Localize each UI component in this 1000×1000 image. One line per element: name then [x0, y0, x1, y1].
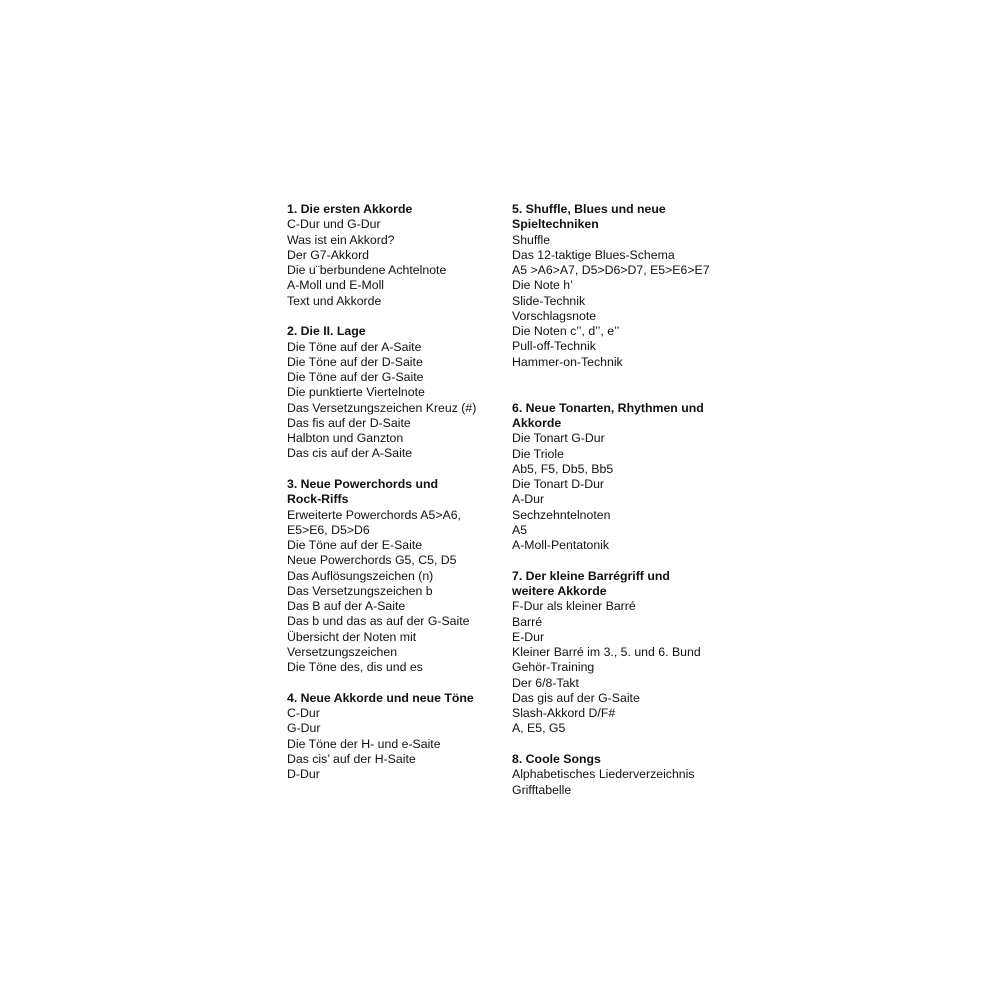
section-title: 7. Der kleine Barrégriff und weitere Akkorde [512, 568, 670, 598]
list-item: A5 >A6>A7, D5>D6>D7, E5>E6>E7 [512, 263, 710, 277]
list-item: Hammer-on-Technik [512, 354, 623, 369]
list-item: Slide-Technik [512, 293, 586, 308]
list-item: Die Töne auf der E-Saite [287, 538, 423, 552]
list-item: Das gis auf der G-Saite [512, 690, 640, 705]
toc-section-7 [512, 569, 717, 737]
list-item: Halbton und Ganzton [287, 431, 404, 445]
list-item: G-Dur [287, 721, 321, 736]
list-item: Was ist ein Akkord? [287, 232, 395, 247]
section-title: 8. Coole Songs [512, 752, 601, 766]
list-item: Ab5, F5, Db5, Bb5 [512, 461, 614, 476]
section-item-list [512, 431, 717, 553]
list-item: Die Triole [512, 446, 564, 461]
list-item: A-Dur [512, 492, 545, 507]
toc-section-4 [287, 691, 492, 783]
list-item: Neue Powerchords G5, C5, D5 [287, 553, 457, 568]
toc-right-column [512, 202, 717, 798]
list-item: Die Töne auf der G-Saite [287, 370, 424, 384]
list-item: Das Versetzungszeichen b [287, 583, 433, 598]
section-title: 6. Neue Tonarten, Rhythmen und Akkorde [512, 400, 704, 430]
section-item-list [512, 599, 717, 736]
section-item-list [287, 217, 492, 309]
list-item: Shuffle [512, 232, 551, 247]
section-item-list [287, 508, 492, 676]
list-item: Das cis’ auf der H-Saite [287, 751, 416, 766]
list-item: Die Töne auf der D-Saite [287, 354, 423, 369]
list-item: D-Dur [287, 767, 320, 781]
toc-section-8 [512, 752, 717, 798]
list-item: Die Töne der H- und e-Saite [287, 736, 441, 751]
list-item: A, E5, G5 [512, 721, 566, 736]
list-item: Slash-Akkord D/F# [512, 706, 616, 720]
list-item: Die Töne auf der A-Saite [287, 339, 422, 354]
list-item: Barré [512, 614, 543, 629]
list-item: Grifftabelle [512, 782, 572, 797]
section-title: 3. Neue Powerchords und Rock-Riffs [287, 477, 439, 507]
list-item: Text und Akkorde [287, 293, 382, 308]
section-item-list [512, 767, 717, 798]
toc-section-5 [512, 202, 717, 370]
list-item: E-Dur [512, 629, 545, 644]
list-item: Der G7-Akkord [287, 247, 370, 262]
section-item-list [287, 706, 492, 782]
list-item: Erweiterte Powerchords A5>A6, E5>E6, D5>D6 [287, 507, 461, 537]
list-item: Die Töne des, dis und es [287, 660, 423, 674]
section-title: 1. Die ersten Akkorde [287, 202, 413, 216]
toc-section-6 [512, 401, 717, 554]
section-item-list [512, 233, 717, 370]
list-item: C-Dur [287, 706, 320, 720]
list-item: Die Noten c’’, d’’, e’’ [512, 324, 620, 338]
list-item: Das fis auf der D-Saite [287, 415, 411, 430]
list-item: A-Moll und E-Moll [287, 278, 385, 293]
list-item: F-Dur als kleiner Barré [512, 599, 636, 614]
list-item: Das 12-taktige Blues-Schema [512, 247, 675, 262]
section-title: 2. Die II. Lage [287, 324, 366, 339]
list-item: Gehör-Training [512, 660, 595, 675]
list-item: Vorschlagsnote [512, 308, 597, 323]
list-item: Das Auflösungszeichen (n) [287, 568, 434, 583]
list-item: Übersicht der Noten mit Versetzungszeichen [287, 629, 417, 659]
list-item: Das b und das as auf der G-Saite [287, 614, 470, 629]
list-item: Das cis auf der A-Saite [287, 446, 413, 461]
section-item-list [287, 340, 492, 462]
list-item: Der 6/8-Takt [512, 675, 579, 690]
list-item: Die Tonart D-Dur [512, 477, 605, 491]
toc-section-2 [287, 324, 492, 461]
list-item: Pull-off-Technik [512, 339, 596, 354]
list-item: A-Moll-Pentatonik [512, 538, 610, 552]
list-item: Die punktierte Viertelnote [287, 385, 425, 400]
list-item: Das Versetzungszeichen Kreuz (#) [287, 400, 477, 415]
toc-section-1 [287, 202, 492, 309]
toc-section-3 [287, 477, 492, 675]
list-item: Kleiner Barré im 3., 5. und 6. Bund [512, 645, 701, 659]
list-item: Sechzehntelnoten [512, 507, 611, 522]
toc-left-column [287, 202, 492, 782]
list-item: Die Note h’ [512, 278, 573, 293]
section-title: 5. Shuffle, Blues und neue Spieltechniken [512, 202, 666, 232]
list-item: C-Dur und G-Dur [287, 217, 381, 232]
list-item: Alphabetisches Liederverzeichnis [512, 767, 695, 782]
list-item: Die u¨berbundene Achtelnote [287, 263, 447, 277]
list-item: Das B auf der A-Saite [287, 599, 406, 613]
section-title: 4. Neue Akkorde und neue Töne [287, 690, 474, 705]
list-item: Die Tonart G-Dur [512, 431, 605, 446]
list-item: A5 [512, 522, 528, 537]
